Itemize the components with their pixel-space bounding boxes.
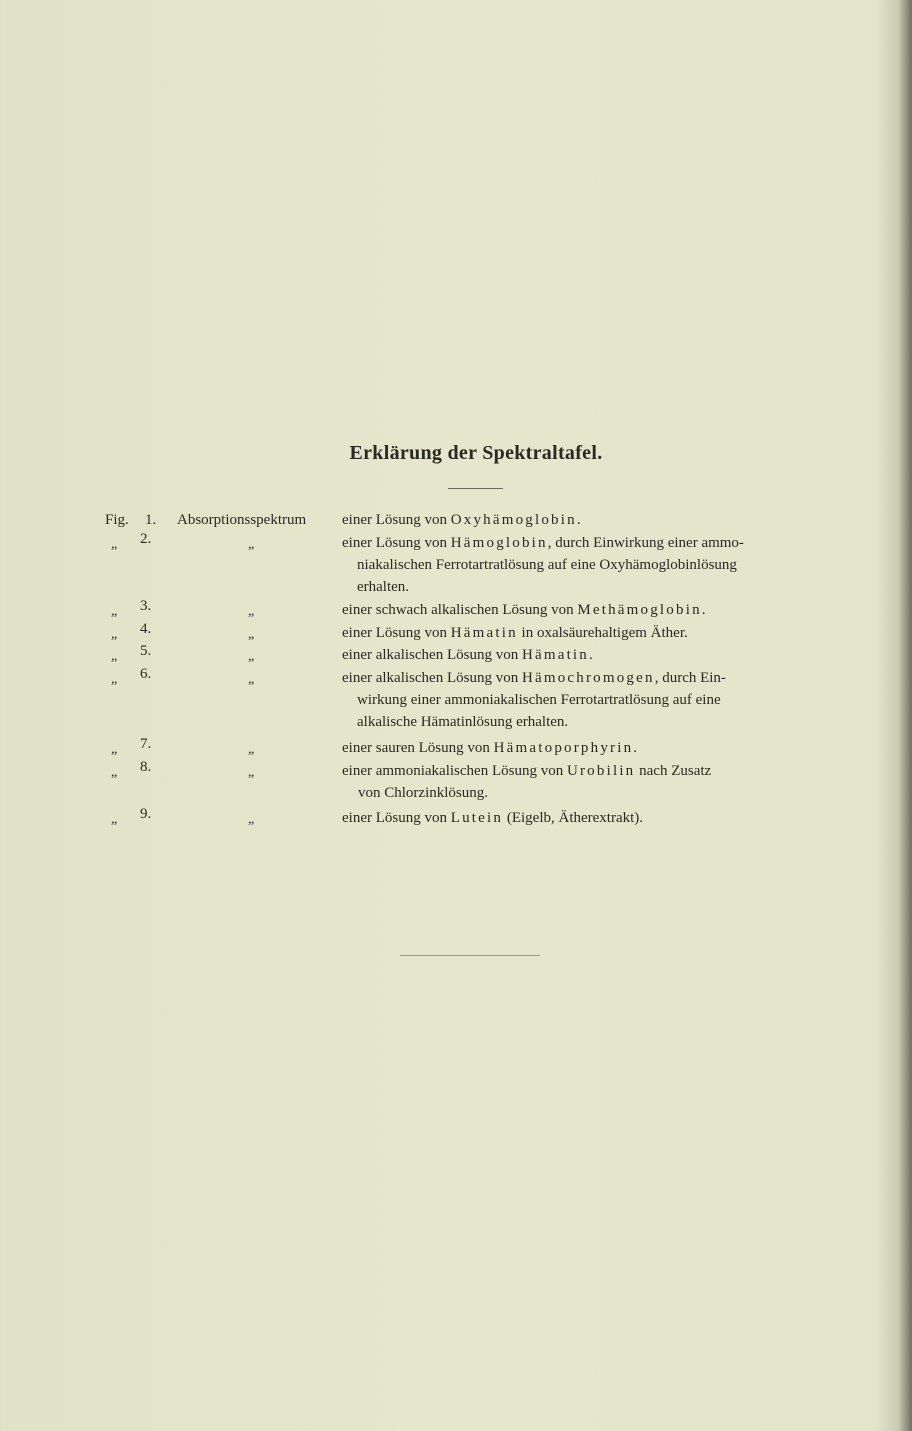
legend-text: wirkung einer ammoniakalischen Ferrotartratlösung auf eine [357,692,721,708]
ditto-mark: „ [111,604,118,619]
legend-text: einer Lösung von [342,625,451,641]
figure-number: 3. [140,598,152,614]
ditto-mark: „ [111,649,118,664]
fig-label: Fig. [105,512,129,528]
figure-number: 2. [140,531,152,547]
figure-number: 5. [140,643,152,659]
ditto-mark: „ [248,649,255,664]
ditto-mark: „ [248,672,255,687]
figure-number: 8. [140,759,152,775]
legend-line [357,579,409,596]
substance-name: Urobilin [566,763,636,779]
legend-text: einer Lösung von [342,810,451,826]
figure-number: 4. [140,621,152,637]
legend-line [358,785,488,802]
legend-line [357,557,737,574]
legend-line [342,535,744,552]
legend-text: (Eigelb, Ätherextrakt). [503,810,644,826]
substance-name: Hämatin [450,625,518,641]
legend-line [342,602,706,619]
legend-text: von Chlorzinklösung. [358,785,488,801]
legend-line [342,740,637,757]
legend-text: niakalischen Ferrotartratlösung auf eine Oxyhämoglobinlösung [357,557,737,573]
legend-text: nach Zusatz [635,763,712,779]
legend-text: einer schwach alkalischen Lösung von [342,602,578,618]
ditto-mark: „ [248,537,255,552]
legend-line [342,670,726,687]
bottom-divider [400,955,540,956]
ditto-mark: „ [111,812,118,827]
legend-text: in oxalsäurehaltigem Äther. [517,625,688,641]
legend-text: einer alkalischen Lösung von [342,670,522,686]
substance-name: Lutein [450,810,504,826]
substance-name: Hämoglobin [450,535,548,551]
figure-number: 7. [140,736,152,752]
ditto-mark: „ [248,742,255,757]
legend-text: alkalische Hämatinlösung erhalten. [357,714,569,730]
legend-text: , durch Einwirkung einer ammo- [547,535,744,551]
legend-text: , durch Ein- [654,670,726,686]
legend-text: . [589,647,593,663]
legend-line [342,763,711,780]
substance-name: Methämoglobin [577,602,702,618]
title-divider [448,488,503,489]
page-title: Erklärung der Spektraltafel. [349,442,603,464]
legend-text: . [701,602,706,618]
substance-name: Oxyhämoglobin [450,512,577,528]
ditto-mark: „ [111,627,118,642]
legend-line [342,810,643,827]
figure-number: 9. [140,806,152,822]
legend-text: einer sauren Lösung von [342,740,494,756]
ditto-mark: „ [111,537,118,552]
ditto-mark: „ [248,604,255,619]
legend-line [357,692,721,709]
legend-text: einer Lösung von [342,512,451,528]
substance-name: Hämochromogen [521,670,655,686]
substance-name: Hämatin [521,647,590,663]
legend-line [342,625,688,642]
ditto-mark: „ [248,765,255,780]
legend-text: einer Lösung von [342,535,451,551]
legend-line [342,647,593,664]
legend-text: einer alkalischen Lösung von [342,647,522,663]
ditto-mark: „ [248,812,255,827]
spectrum-prefix: Absorptionsspektrum [177,512,307,528]
legend-text: . [633,740,638,756]
ditto-mark: „ [111,765,118,780]
ditto-mark: „ [248,627,255,642]
legend-text: erhalten. [357,579,410,595]
ditto-mark: „ [111,742,118,757]
legend-text: . [576,512,581,528]
substance-name: Hämatoporphyrin [493,740,634,756]
ditto-mark: „ [111,672,118,687]
figure-number: 6. [140,666,152,682]
legend-line [342,512,581,529]
legend-text: einer ammoniakalischen Lösung von [342,763,567,779]
figure-number: 1. [145,512,157,528]
legend-line [357,714,568,731]
